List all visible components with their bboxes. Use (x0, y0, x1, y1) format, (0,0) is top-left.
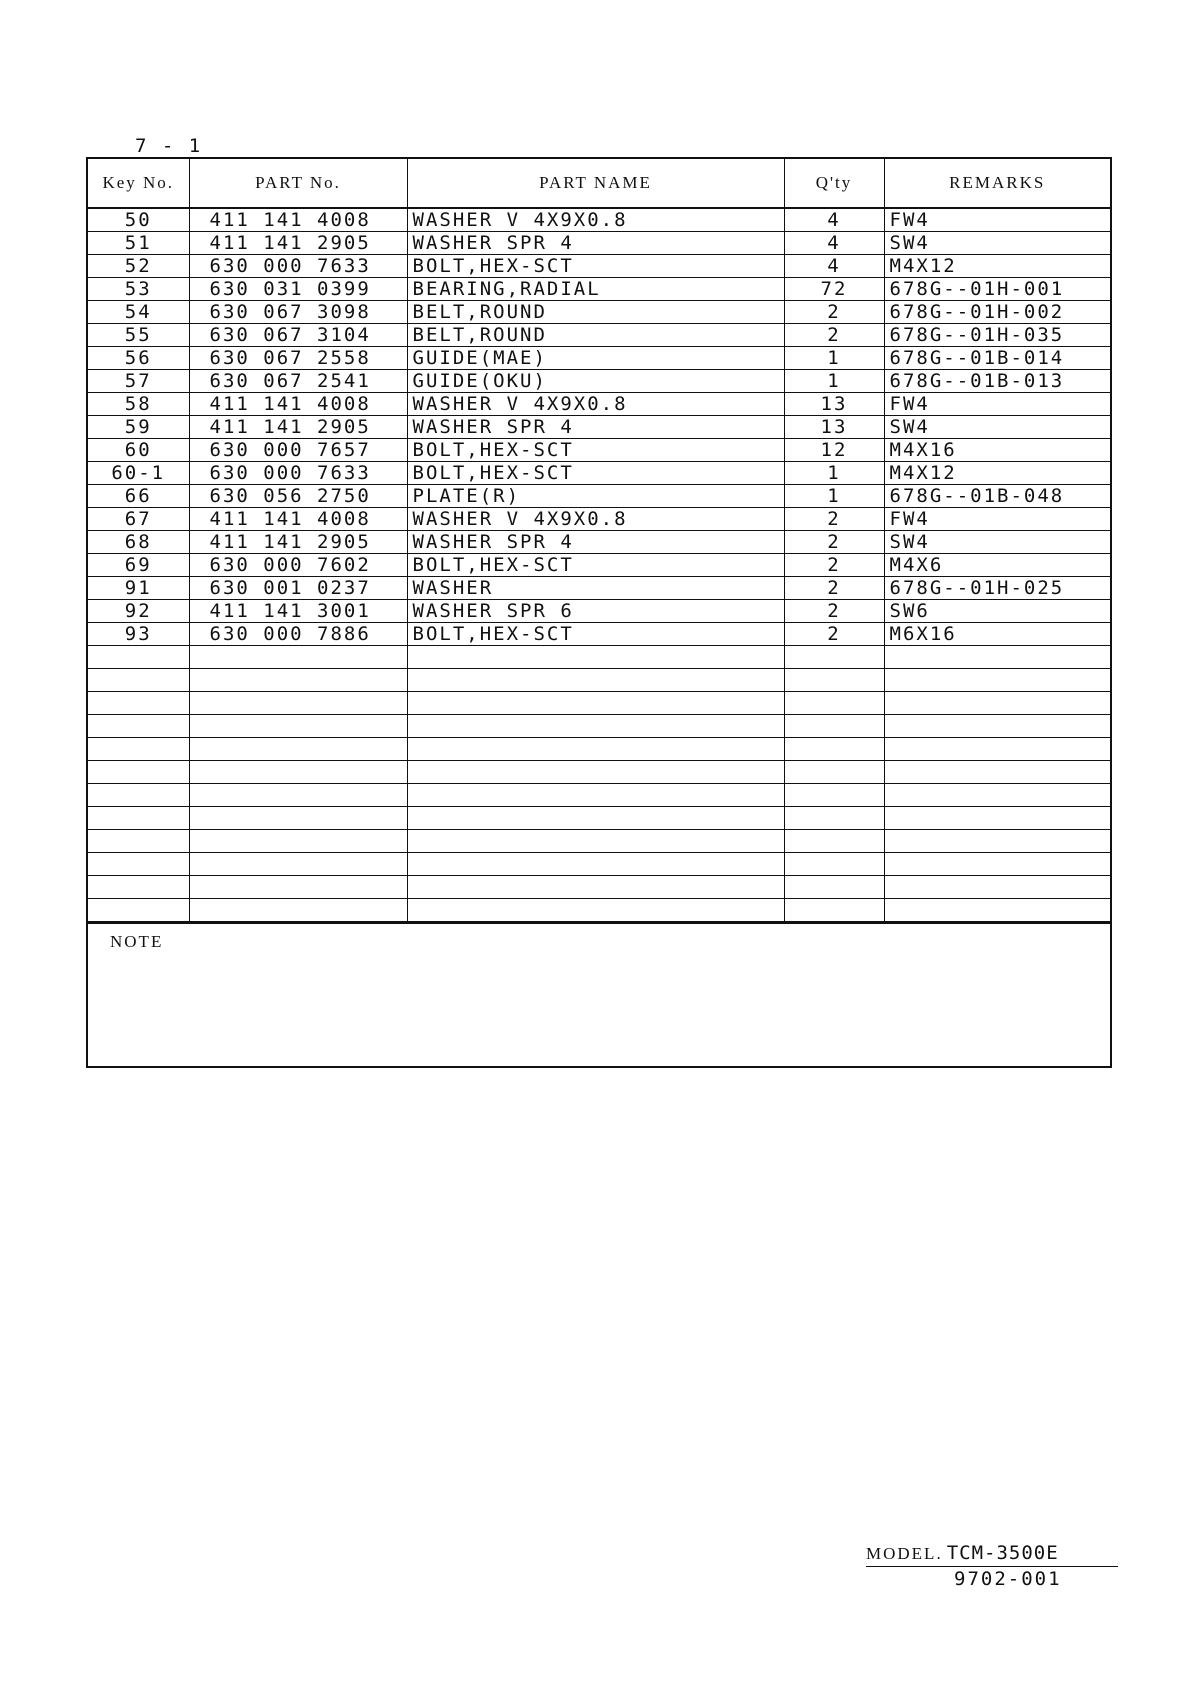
row-remarks (884, 830, 1110, 853)
row-part-no: 411 141 4008 (189, 208, 407, 232)
row-qty: 72 (784, 278, 884, 301)
row-part-no (189, 899, 407, 922)
row-part-name: GUIDE(OKU) (407, 370, 784, 393)
empty-table-row (88, 807, 1110, 830)
table-row (88, 255, 1110, 278)
row-key-no: 92 (88, 600, 189, 623)
row-key-no: 59 (88, 416, 189, 439)
row-part-no: 411 141 4008 (189, 393, 407, 416)
row-qty: 13 (784, 416, 884, 439)
row-remarks: 678G--01B-014 (884, 347, 1110, 370)
header-part-no: PART No. (189, 159, 407, 208)
table-row (88, 600, 1110, 623)
row-key-no (88, 807, 189, 830)
table-row (88, 324, 1110, 347)
row-remarks: SW4 (884, 232, 1110, 255)
row-qty (784, 669, 884, 692)
row-part-name (407, 669, 784, 692)
row-part-name (407, 784, 784, 807)
table-row (88, 508, 1110, 531)
empty-table-row (88, 692, 1110, 715)
row-remarks (884, 761, 1110, 784)
row-key-no (88, 784, 189, 807)
header-key-no: Key No. (88, 159, 189, 208)
row-key-no: 54 (88, 301, 189, 324)
row-qty: 2 (784, 623, 884, 646)
row-part-name: WASHER SPR 4 (407, 232, 784, 255)
row-qty: 1 (784, 370, 884, 393)
row-key-no (88, 692, 189, 715)
row-qty: 1 (784, 462, 884, 485)
empty-table-row (88, 853, 1110, 876)
row-remarks (884, 899, 1110, 922)
row-part-name: WASHER V 4X9X0.8 (407, 208, 784, 232)
row-part-no (189, 830, 407, 853)
row-remarks: FW4 (884, 208, 1110, 232)
row-remarks: 678G--01H-035 (884, 324, 1110, 347)
row-qty: 2 (784, 508, 884, 531)
row-part-name: BELT,ROUND (407, 301, 784, 324)
row-part-name: WASHER (407, 577, 784, 600)
row-key-no: 93 (88, 623, 189, 646)
row-qty (784, 761, 884, 784)
row-part-no (189, 853, 407, 876)
row-remarks: M4X12 (884, 462, 1110, 485)
row-part-name: PLATE(R) (407, 485, 784, 508)
row-key-no: 69 (88, 554, 189, 577)
model-value: TCM-3500E (946, 1542, 1059, 1564)
row-key-no (88, 899, 189, 922)
row-part-no (189, 876, 407, 899)
row-part-no: 411 141 2905 (189, 531, 407, 554)
page-number: 7 - 1 (135, 135, 203, 157)
row-remarks: 678G--01H-002 (884, 301, 1110, 324)
row-part-no: 630 067 3104 (189, 324, 407, 347)
row-remarks: M4X12 (884, 255, 1110, 278)
table-row (88, 554, 1110, 577)
row-part-name: BEARING,RADIAL (407, 278, 784, 301)
row-remarks: 678G--01B-048 (884, 485, 1110, 508)
empty-table-row (88, 646, 1110, 669)
empty-table-row (88, 876, 1110, 899)
row-key-no (88, 853, 189, 876)
note-section (88, 922, 1110, 1066)
row-qty (784, 738, 884, 761)
table-row (88, 439, 1110, 462)
row-part-name: BOLT,HEX-SCT (407, 462, 784, 485)
row-part-no (189, 692, 407, 715)
row-part-name: WASHER V 4X9X0.8 (407, 508, 784, 531)
row-qty: 13 (784, 393, 884, 416)
empty-table-row (88, 669, 1110, 692)
table-row (88, 393, 1110, 416)
row-qty (784, 876, 884, 899)
table-row (88, 370, 1110, 393)
row-part-no: 411 141 2905 (189, 232, 407, 255)
row-remarks (884, 715, 1110, 738)
row-part-no: 630 067 2558 (189, 347, 407, 370)
table-row (88, 347, 1110, 370)
row-key-no: 67 (88, 508, 189, 531)
row-part-no: 630 056 2750 (189, 485, 407, 508)
row-qty (784, 646, 884, 669)
empty-table-row (88, 899, 1110, 922)
row-key-no (88, 761, 189, 784)
table-row (88, 208, 1110, 232)
row-remarks: SW6 (884, 600, 1110, 623)
row-qty: 2 (784, 577, 884, 600)
row-qty: 2 (784, 554, 884, 577)
row-part-no: 630 000 7657 (189, 439, 407, 462)
row-part-name (407, 807, 784, 830)
parts-list-sheet (86, 157, 1112, 1068)
row-key-no (88, 646, 189, 669)
row-key-no: 60 (88, 439, 189, 462)
row-qty (784, 692, 884, 715)
row-qty (784, 899, 884, 922)
header-remarks: REMARKS (884, 159, 1110, 208)
row-qty: 4 (784, 232, 884, 255)
row-part-name (407, 692, 784, 715)
row-part-name: BOLT,HEX-SCT (407, 554, 784, 577)
row-key-no: 58 (88, 393, 189, 416)
row-part-no: 630 000 7633 (189, 462, 407, 485)
row-part-no: 630 001 0237 (189, 577, 407, 600)
row-part-no (189, 761, 407, 784)
table-row (88, 301, 1110, 324)
row-key-no: 52 (88, 255, 189, 278)
row-part-no (189, 807, 407, 830)
row-qty: 2 (784, 600, 884, 623)
row-remarks: M4X6 (884, 554, 1110, 577)
row-qty (784, 853, 884, 876)
empty-table-row (88, 784, 1110, 807)
row-key-no: 57 (88, 370, 189, 393)
row-remarks (884, 876, 1110, 899)
row-key-no (88, 876, 189, 899)
table-row (88, 623, 1110, 646)
table-row (88, 416, 1110, 439)
empty-table-row (88, 715, 1110, 738)
table-row (88, 531, 1110, 554)
row-qty (784, 784, 884, 807)
row-key-no (88, 715, 189, 738)
note-label: NOTE (110, 932, 164, 951)
row-qty: 1 (784, 485, 884, 508)
row-remarks (884, 738, 1110, 761)
row-part-no: 411 141 3001 (189, 600, 407, 623)
row-remarks (884, 692, 1110, 715)
row-qty: 4 (784, 208, 884, 232)
row-part-no (189, 669, 407, 692)
row-part-name (407, 876, 784, 899)
row-qty: 12 (784, 439, 884, 462)
row-remarks: 678G--01H-025 (884, 577, 1110, 600)
row-qty: 2 (784, 301, 884, 324)
row-key-no (88, 669, 189, 692)
table-row (88, 278, 1110, 301)
row-remarks (884, 784, 1110, 807)
header-row (88, 159, 1110, 208)
row-remarks: M4X16 (884, 439, 1110, 462)
row-qty: 4 (784, 255, 884, 278)
row-key-no: 60-1 (88, 462, 189, 485)
row-remarks: SW4 (884, 416, 1110, 439)
row-part-name: GUIDE(MAE) (407, 347, 784, 370)
row-key-no: 51 (88, 232, 189, 255)
header-qty: Q'ty (784, 159, 884, 208)
row-part-no: 411 141 4008 (189, 508, 407, 531)
row-part-name (407, 899, 784, 922)
row-key-no (88, 830, 189, 853)
row-remarks (884, 807, 1110, 830)
row-part-no (189, 646, 407, 669)
row-qty: 1 (784, 347, 884, 370)
row-part-no: 630 000 7633 (189, 255, 407, 278)
row-part-name (407, 715, 784, 738)
row-part-no (189, 715, 407, 738)
row-qty (784, 830, 884, 853)
parts-table-body (88, 208, 1110, 922)
row-part-no: 630 000 7886 (189, 623, 407, 646)
row-part-name: WASHER V 4X9X0.8 (407, 393, 784, 416)
row-key-no: 91 (88, 577, 189, 600)
table-row (88, 577, 1110, 600)
table-row (88, 232, 1110, 255)
model-line (866, 1542, 1118, 1567)
row-part-no (189, 784, 407, 807)
table-row (88, 462, 1110, 485)
row-remarks: 678G--01H-001 (884, 278, 1110, 301)
row-part-no: 630 067 3098 (189, 301, 407, 324)
row-part-name: BELT,ROUND (407, 324, 784, 347)
row-part-name: BOLT,HEX-SCT (407, 439, 784, 462)
row-part-name (407, 761, 784, 784)
row-remarks: FW4 (884, 393, 1110, 416)
empty-table-row (88, 761, 1110, 784)
row-part-no (189, 738, 407, 761)
header-part-name: PART NAME (407, 159, 784, 208)
row-key-no: 56 (88, 347, 189, 370)
row-part-no: 630 067 2541 (189, 370, 407, 393)
row-key-no: 53 (88, 278, 189, 301)
row-key-no: 66 (88, 485, 189, 508)
table-row (88, 485, 1110, 508)
row-remarks: M6X16 (884, 623, 1110, 646)
row-part-name (407, 646, 784, 669)
row-part-name (407, 830, 784, 853)
row-qty (784, 807, 884, 830)
document-code: 9702-001 (954, 1568, 1062, 1590)
row-key-no: 50 (88, 208, 189, 232)
row-key-no: 68 (88, 531, 189, 554)
row-remarks (884, 853, 1110, 876)
row-key-no: 55 (88, 324, 189, 347)
row-key-no (88, 738, 189, 761)
row-part-name: WASHER SPR 6 (407, 600, 784, 623)
empty-table-row (88, 830, 1110, 853)
empty-table-row (88, 738, 1110, 761)
row-part-no: 630 031 0399 (189, 278, 407, 301)
row-remarks: 678G--01B-013 (884, 370, 1110, 393)
row-qty: 2 (784, 531, 884, 554)
row-part-no: 411 141 2905 (189, 416, 407, 439)
row-qty (784, 715, 884, 738)
row-remarks (884, 669, 1110, 692)
row-remarks (884, 646, 1110, 669)
parts-table (88, 159, 1110, 922)
row-qty: 2 (784, 324, 884, 347)
row-remarks: FW4 (884, 508, 1110, 531)
row-part-name: WASHER SPR 4 (407, 531, 784, 554)
row-remarks: SW4 (884, 531, 1110, 554)
row-part-name: WASHER SPR 4 (407, 416, 784, 439)
row-part-name: BOLT,HEX-SCT (407, 623, 784, 646)
row-part-name (407, 738, 784, 761)
row-part-no: 630 000 7602 (189, 554, 407, 577)
row-part-name (407, 853, 784, 876)
model-label: MODEL. (866, 1544, 943, 1563)
row-part-name: BOLT,HEX-SCT (407, 255, 784, 278)
